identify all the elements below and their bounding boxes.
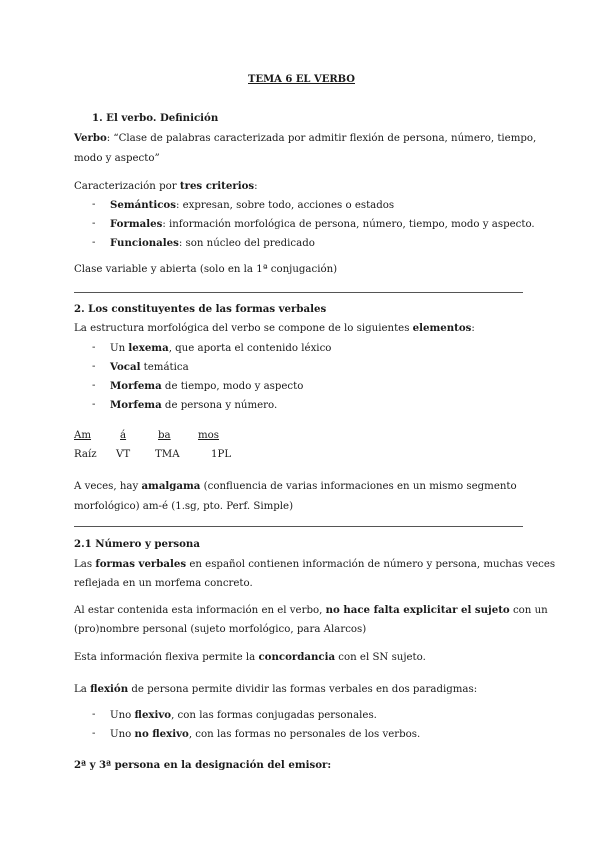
paradigm-text: , con las formas no personales de los verbos.	[188, 729, 421, 740]
clase-variable-line: Clase variable y abierta (solo en la 1ª conjugación)	[74, 264, 338, 275]
bullet-dash: -	[92, 728, 96, 739]
amalgama-text: (confluencia de varias informaciones en un mismo segmento	[200, 481, 517, 492]
verbo-definition-line-1	[74, 132, 536, 144]
p3-pre: Esta información flexiva permite la	[74, 652, 259, 663]
morph-segment: mos	[198, 430, 220, 441]
section-1-heading: 1. El verbo. Definición	[92, 112, 219, 124]
bullet-dash: -	[92, 399, 96, 410]
bullet-dash: -	[92, 361, 96, 372]
element-term: Vocal	[110, 361, 141, 373]
verbo-definition-text: : “Clase de palabras caracterizada por admitir flexión de persona, número, tiempo,	[106, 133, 537, 144]
paradigm-pre: Uno	[110, 729, 135, 740]
p2-text: con un	[509, 605, 548, 616]
morph-label: VT	[116, 449, 131, 460]
p1-pre: Las	[74, 559, 96, 570]
p1-text: en español contienen información de número y persona, muchas veces	[186, 559, 556, 570]
section-divider	[74, 526, 523, 527]
p3-post: con el SN sujeto.	[335, 652, 426, 663]
section-2-heading: 2. Los constituyentes de las formas verbales	[74, 303, 327, 315]
paragraph-4	[74, 683, 477, 695]
element-text: , que aporta el contenido léxico	[168, 343, 332, 354]
p4-post: de persona permite dividir las formas verbales en dos paradigmas:	[128, 684, 478, 695]
criterion-text: : son núcleo del predicado	[178, 238, 315, 249]
criterion-item	[110, 218, 535, 230]
verbo-definition-line-2: modo y aspecto”	[74, 153, 160, 164]
paragraph-1-line-1	[74, 558, 555, 570]
caracterizacion-pre: Caracterización por	[74, 181, 180, 192]
amalgama-line-2: morfológico) am-é (1.sg, pto. Perf. Simple)	[74, 501, 294, 512]
amalgama-pre: A veces, hay	[74, 481, 142, 492]
bullet-dash: -	[92, 709, 96, 720]
criterion-term: Funcionales	[110, 237, 179, 249]
caracterizacion-post: :	[254, 181, 258, 192]
p2-bold: no hace falta explicitar el sujeto	[325, 604, 510, 616]
bullet-dash: -	[92, 342, 96, 353]
criterion-item	[110, 237, 315, 249]
morph-segment: á	[120, 430, 127, 441]
criterion-item	[110, 199, 394, 211]
paradigm-item	[110, 728, 420, 740]
morph-label: 1PL	[211, 449, 232, 460]
section-divider	[74, 292, 523, 293]
element-pre: Un	[110, 343, 129, 354]
caracterizacion-bold: tres criterios	[179, 180, 255, 192]
p2-pre: Al estar contenida esta información en el verbo,	[74, 605, 326, 616]
section-2-1-heading: 2.1 Número y persona	[74, 538, 200, 550]
morph-segment: Am	[74, 430, 92, 441]
paradigm-term: flexivo	[134, 709, 172, 721]
paradigm-text: , con las formas conjugadas personales.	[171, 710, 377, 721]
p4-bold: flexión	[90, 683, 129, 695]
bullet-dash: -	[92, 199, 96, 210]
section-2-intro	[74, 322, 475, 334]
element-text: temática	[140, 362, 189, 373]
criterion-text: : expresan, sobre todo, acciones o estados	[175, 200, 395, 211]
element-item	[110, 342, 331, 354]
intro-pre: La estructura morfológica del verbo se compone de lo siguientes	[74, 323, 413, 334]
paradigm-term: no flexivo	[134, 728, 189, 740]
verbo-label: Verbo	[74, 132, 107, 144]
intro-bold: elementos	[412, 322, 472, 334]
bullet-dash: -	[92, 218, 96, 229]
bullet-dash: -	[92, 380, 96, 391]
morph-label: TMA	[155, 449, 180, 460]
paragraph-3	[74, 651, 426, 663]
paradigm-pre: Uno	[110, 710, 135, 721]
intro-post: :	[471, 323, 475, 334]
caracterizacion-line	[74, 180, 258, 192]
element-text: de tiempo, modo y aspecto	[161, 381, 304, 392]
element-text: de persona y número.	[161, 400, 278, 411]
p1-bold: formas verbales	[95, 558, 187, 570]
p4-pre: La	[74, 684, 91, 695]
amalgama-line-1	[74, 480, 517, 492]
element-term: Morfema	[110, 399, 162, 411]
p3-bold: concordancia	[258, 651, 336, 663]
element-item	[110, 380, 303, 392]
element-term: lexema	[128, 342, 169, 354]
paragraph-1-line-2: reflejada en un morfema concreto.	[74, 578, 253, 589]
paragraph-2-line-1	[74, 604, 548, 616]
persona-emisor-heading: 2ª y 3ª persona en la designación del emisor:	[74, 759, 332, 771]
amalgama-bold: amalgama	[141, 480, 201, 492]
element-term: Morfema	[110, 380, 162, 392]
element-item	[110, 399, 277, 411]
morph-segment: ba	[158, 430, 171, 441]
page-title: TEMA 6 EL VERBO	[248, 74, 355, 85]
element-item	[110, 361, 189, 373]
criterion-term: Semánticos	[110, 199, 176, 211]
criterion-text: : información morfológica de persona, número, tiempo, modo y aspecto.	[162, 219, 535, 230]
morph-label: Raíz	[74, 449, 97, 460]
paragraph-2-line-2: (pro)nombre personal (sujeto morfológico, para Alarcos)	[74, 624, 367, 635]
paradigm-item	[110, 709, 377, 721]
bullet-dash: -	[92, 237, 96, 248]
criterion-term: Formales	[110, 218, 163, 230]
